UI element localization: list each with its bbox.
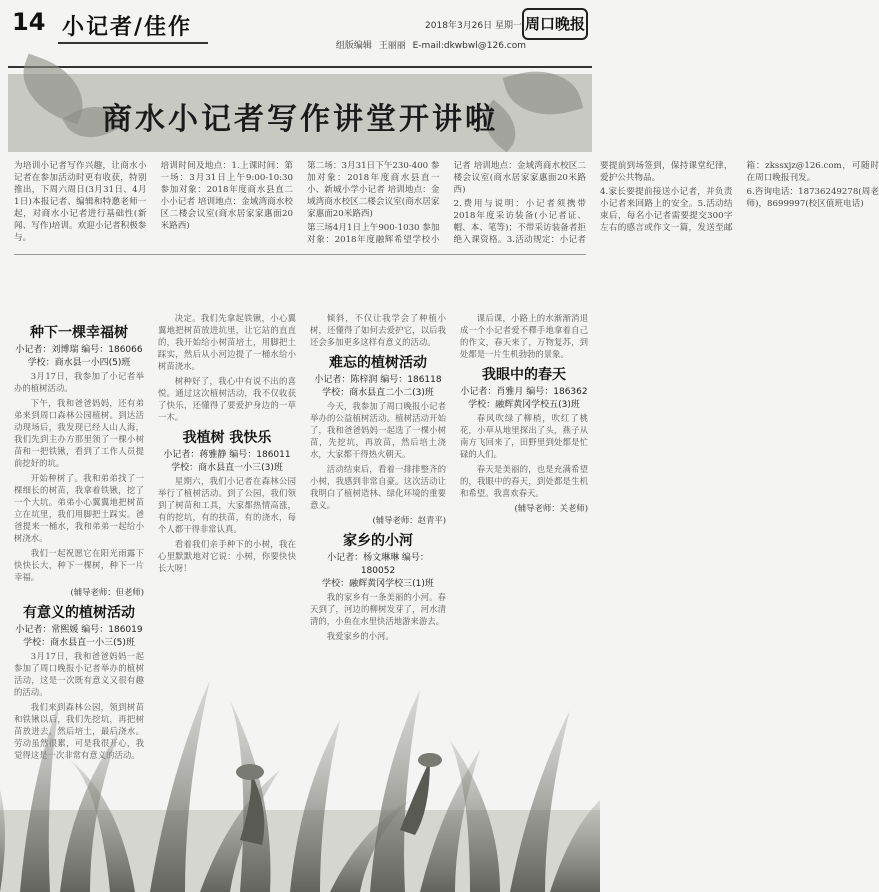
article-paragraph: 倾斜，不仅让我学会了种植小树，还懂得了如何去爱护它，以后我还会多加更多这样有意义的活动。 [310, 313, 446, 347]
article-school: 学校：融辉黄冈学校三(1)班 [322, 579, 434, 589]
notice-text [14, 160, 879, 250]
article-paragraph: 决定。我们先拿起铁锹，小心翼翼地把树苗放进坑里，让它站的直直的，我开始给小树苗培土，用脚把土踩实，然后从小河边提了一桶水给小树苗浇水。 [158, 313, 296, 371]
notice-paragraph: 第三场4月1日上午900-1030 参加对象：2018年度融辉希望学校小记者 培训地点：金域湾商水校区二楼会议室(商水居家家惠面20米路西) [307, 161, 586, 245]
article-byline: 小记者：刘博瑞 编号：186066 [15, 345, 143, 355]
masthead [8, 6, 592, 68]
article-paragraph: 树种好了，我心中有说不出的喜悦。通过这次植树活动，我不仅收获了快乐，还懂得了要爱护身边的一草一木。 [158, 376, 296, 422]
article-paragraph: 星期六，我们小记者在森林公园举行了植树活动。到了公园，我们领到了树苗和工具，大家都热情高涨，有的挖坑，有的扶苗，有的浇水，每个人都干得非常认真。 [158, 476, 296, 534]
article-paragraph: 看着我们亲手种下的小树，我在心里默默地对它说：小树，你要快快长大呀！ [158, 539, 296, 573]
section-rule [58, 42, 208, 44]
notice-paragraph: 6.咨询电话：18736249278(周老师)，8699997(校区值班电话) [746, 187, 879, 209]
notice-paragraph: 培训时间及地点：1.上课时间：第一场：3月31日上午9:00-10:30 参加对象：2018年度商水县直二小小记者 培训地点：金域湾商水校区二楼会议室(商水居家家惠面20米路西) [160, 161, 293, 231]
notice-paragraph: 4.家长要提前接送小记者，并负责小记者来回路上的安全。5.活动结束后，每名小记者需要提交300字左右的感言或作文一篇，发送至邮箱：zkssxjz@126.com，可随时在周口晚报刊发。 [600, 161, 879, 233]
article-title: 我植树 我快乐 [182, 430, 272, 446]
article-byline: 小记者：常熙媛 编号：186019 [15, 625, 143, 635]
article-paragraph: 我爱家乡的小河。 [326, 631, 394, 641]
article-paragraph: 我的家乡有一条美丽的小河。春天到了，河边的柳树发芽了，河水清清的，小鱼在水里快活地游来游去。 [310, 592, 446, 626]
article-teacher: (辅导老师：赵青平) [372, 515, 446, 525]
notice-paragraph: 为培训小记者写作兴趣，让商水小记者在参加活动时更有收获，特别推出，下周六周日(3月31日、4月1日)本报记者、编辑和特邀老师一起，对商水小记者进行基础性(新闻、写作)培训。欢迎小记者积极参与。 [14, 161, 147, 243]
page-number: 14 [12, 8, 46, 36]
article-school: 学校：商水县一小四(5)班 [27, 358, 131, 368]
article-byline: 小记者：陈梓润 编号：186118 [314, 375, 442, 385]
editor-line: 组版编辑 王丽丽 E-mail:dkwbwl@126.com [335, 41, 526, 51]
article-paragraph: 今天，我参加了周口晚报小记者举办的公益植树活动。植树活动开始了，我和爸爸妈妈一起选了一棵小树苗，先挖坑，再放苗，然后培土浇水，大家都干得热火朝天。 [310, 401, 446, 459]
article-paragraph: 春风吹绿了柳梢，吹红了桃花，小草从地里探出了头，燕子从南方飞回来了，田野里到处都是忙碌的人们。 [460, 413, 588, 459]
article-school: 学校：商水县直一小三(3)班 [171, 463, 283, 473]
article-title: 家乡的小河 [343, 533, 413, 549]
column-4 [460, 262, 588, 642]
notice-paragraph: 2.费用与说明：小记者须携带2018年度采访装备(小记者证、帽、本、笔等)；不带采访装备者拒绝入课资格。3.活动规定：小记者要提前到场签到，保持课堂纪律，爱护公共物品。 [453, 161, 733, 245]
date-line: 2018年3月26日 星期一 [425, 21, 522, 31]
article-paragraph: 课后课，小路上的水渐渐消退成一个小记者爱不釋手地拿着自己的作文，春天来了，万物复苏，到处都是一片生机勃勃的景象。 [460, 313, 588, 359]
column-2 [158, 262, 296, 642]
article-teacher: (辅导老师：关老师) [514, 503, 588, 513]
article-title: 有意义的植树活动 [23, 605, 135, 621]
grass-illustration [0, 640, 600, 892]
article-teacher: (辅导老师：但老师) [70, 587, 144, 597]
article-paragraph: 活动结束后，看着一排排整齐的小树，我感到非常自豪。这次活动让我明白了植树造林、绿化环境的重要意义。 [310, 464, 446, 510]
article-paragraph: 下午，我和爸爸妈妈，还有弟弟来到周口森林公园植树。到达活动现场后，我发现已经人山人海，我们先到主办方那里领了一棵小树苗和一把铁锹，看到了工作人员提前挖好的坑。 [14, 398, 144, 468]
article-paragraph: 3月17日，我参加了小记者举办的植树活动。 [14, 371, 144, 393]
article-paragraph: 春天是美丽的，也是充满希望的，我眼中的春天，到处都是生机和希望。我喜欢春天。 [460, 464, 588, 498]
article-byline: 小记者：蒋雅静 编号：186011 [163, 450, 291, 460]
article-school: 学校：商水县直一小三(5)班 [23, 638, 135, 648]
divider [14, 254, 586, 255]
article-paragraph: 我们来到森林公园，领到树苗和铁锹以后，我们先挖坑，再把树苗放进去，然后培土，最后浇水。劳动虽然很累，可是我很开心，我觉得这是一次非常有意义的活动。 [14, 702, 144, 760]
section-title: 小记者/佳作 [62, 15, 193, 40]
column-3 [310, 262, 446, 642]
notice-paragraph: 第二场：3月31日下午230-400 参加对象：2018年度商水县直一小、新城小学小记者 培训地点：金域湾商水校区二楼会议室(商水居家家惠面20米路西) [307, 161, 440, 219]
column-1 [14, 262, 144, 760]
article-title: 我眼中的春天 [482, 367, 566, 383]
article-byline: 小记者：杨文琳琳 编号：180052 [327, 553, 429, 576]
article-school: 学校：商水县直二小二(3)班 [322, 388, 434, 398]
article-paragraph: 3月17日，我和爸爸妈妈一起参加了周口晚报小记者举办的植树活动，这是一次既有意义又很有趣的活动。 [14, 651, 144, 697]
article-paragraph: 我们一起祝愿它在阳光雨露下快快长大，种下一棵树，种下一片幸福。 [14, 548, 144, 582]
brand-logo: 周口晚报 [522, 8, 588, 40]
article-title: 难忘的植树活动 [329, 355, 427, 371]
article-school: 学校：融辉黄冈学校五(3)班 [468, 400, 580, 410]
article-title: 种下一棵幸福树 [30, 325, 128, 341]
headline: 商水小记者写作讲堂开讲啦 [102, 102, 498, 137]
article-byline: 小记者：肖雅月 编号：186362 [460, 387, 588, 397]
article-paragraph: 开始种树了。我和弟弟找了一棵细长的树苗，我拿着铁锹，挖了一个大坑。弟弟小心翼翼地把树苗立在坑里，我们用脚把土踩实。爸爸提来一桶水，我和弟弟一起给小树浇水。 [14, 473, 144, 543]
headline-banner [8, 74, 592, 152]
